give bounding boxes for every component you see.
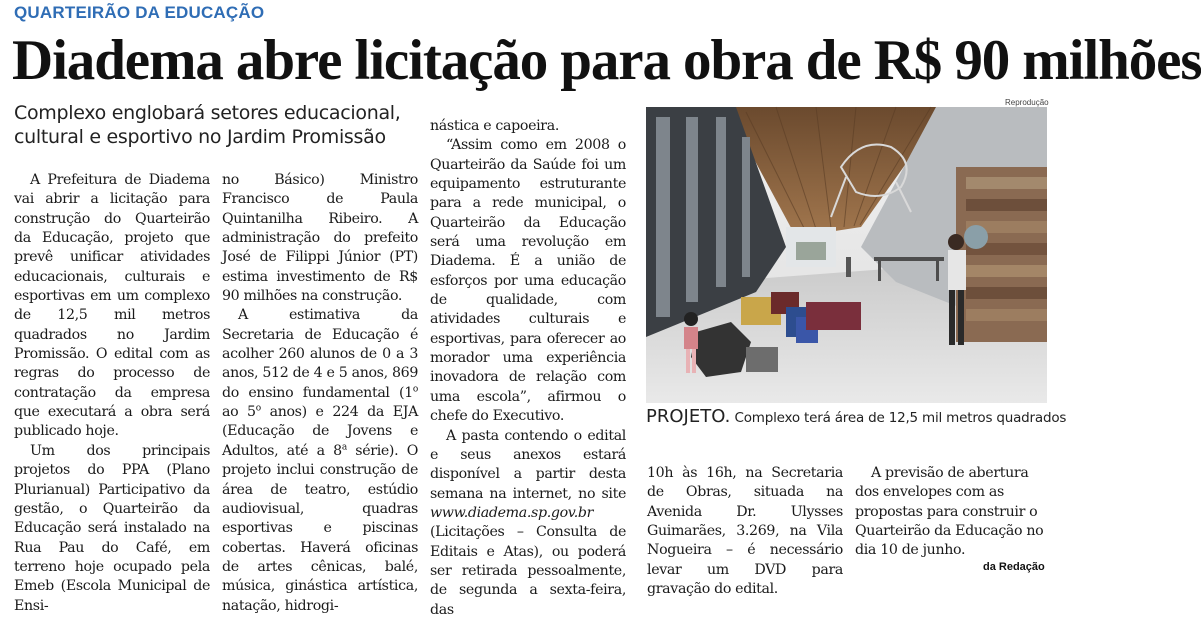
project-rendering-image xyxy=(646,107,1047,403)
paragraph: A Prefeitura de Diadema vai abrir a licitação para construção do Quarteirão da Educação, projeto que prevê unificar atividades educacionais, culturais e esportivas em um complexo de 12,5 mil metros quadrados no Jardim Promissão. O edital com as regras do processo de contratação da empresa que executará a obra será publicado hoje. xyxy=(14,172,210,440)
byline: da Redação xyxy=(983,561,1045,573)
article-column-2 xyxy=(222,171,418,616)
paragraph: Um dos principais projetos do PPA (Plano Plurianual) Participativo da gestão, o Quarteirão da Educação será instalado na Rua Pau do Café, em terreno hoje ocupado pela Emeb (Escola Municipal de Ensi- xyxy=(14,442,210,614)
article-column-1 xyxy=(14,171,210,616)
subheadline: Complexo englobará setores educacional, cultural e esportivo no Jardim Promissão xyxy=(14,102,401,148)
photo-credit: Reprodução xyxy=(1005,98,1049,107)
headline: Diadema abre licitação para obra de R$ 90 milhões xyxy=(12,29,1201,92)
paragraph: 10h às 16h, na Secretaria de Obras, situada na Avenida Dr. Ulysses Guimarães, 3.269, na Vila Nogueira – é necessário levar um DVD para gravação do edital. xyxy=(647,465,843,598)
caption-text: Complexo terá área de 12,5 mil metros quadrados xyxy=(730,410,1067,426)
paragraph: A estimativa da Secretaria de Educação é acolher 260 alunos de 0 a 3 anos, 512 de 4 e 5 anos, 869 do ensino fundamental (1$^o$ ao 5$^o$ anos) e 224 da EJA (Educação de Jovens e Adultos, até a 8$^a$ série). O projeto inclui construção de área de teatro, estúdio audiovisual, quadras esportivas e piscinas cobertas. Haverá oficinas de artes cênicas, balé, música, ginástica artística, natação, hidrogi- xyxy=(222,307,418,614)
article-column-4 xyxy=(647,464,843,599)
paragraph: no Básico) Ministro Francisco de Paula Quintanilha Ribeiro. A administração do prefeito José de Filippi Júnior (PT) estima investimento de R$ 90 milhões na construção. xyxy=(222,172,418,305)
quote-paragraph: “Assim como em 2008 o Quarteirão da Saúde foi um equipamento estruturante para a rede municipal, o Quarteirão da Educação será uma revolução em Diadema. É a união de esforços por uma educação de qualidade, com atividades culturais e esportivas, para oferecer ao morador uma experiência inovadora de relação com uma escola”, afirmou o chefe do Executivo. xyxy=(430,137,626,425)
article-column-5 xyxy=(855,464,1047,561)
paragraph: A previsão de abertura dos envelopes com as propostas para construir o Quarteirão da Educação no dia 10 de junho. xyxy=(855,465,1044,559)
article-column-3 xyxy=(430,117,626,620)
caption-lead: PROJETO. xyxy=(646,406,731,427)
paragraph: nástica e capoeira. xyxy=(430,118,559,134)
website-link: www.diadema.sp.gov.br xyxy=(430,504,594,521)
photo-caption xyxy=(646,405,1067,430)
section-label: QUARTEIRÃO DA EDUCAÇÃO xyxy=(14,3,265,22)
paragraph: A pasta contendo o edital e seus anexos estará disponível a partir desta semana na internet, no site www.diadema.sp.gov.br (Licitações – Consulta de Editais e Atas), ou poderá ser retirada pessoalmente, de segunda a sexta-feira, das xyxy=(430,427,626,618)
